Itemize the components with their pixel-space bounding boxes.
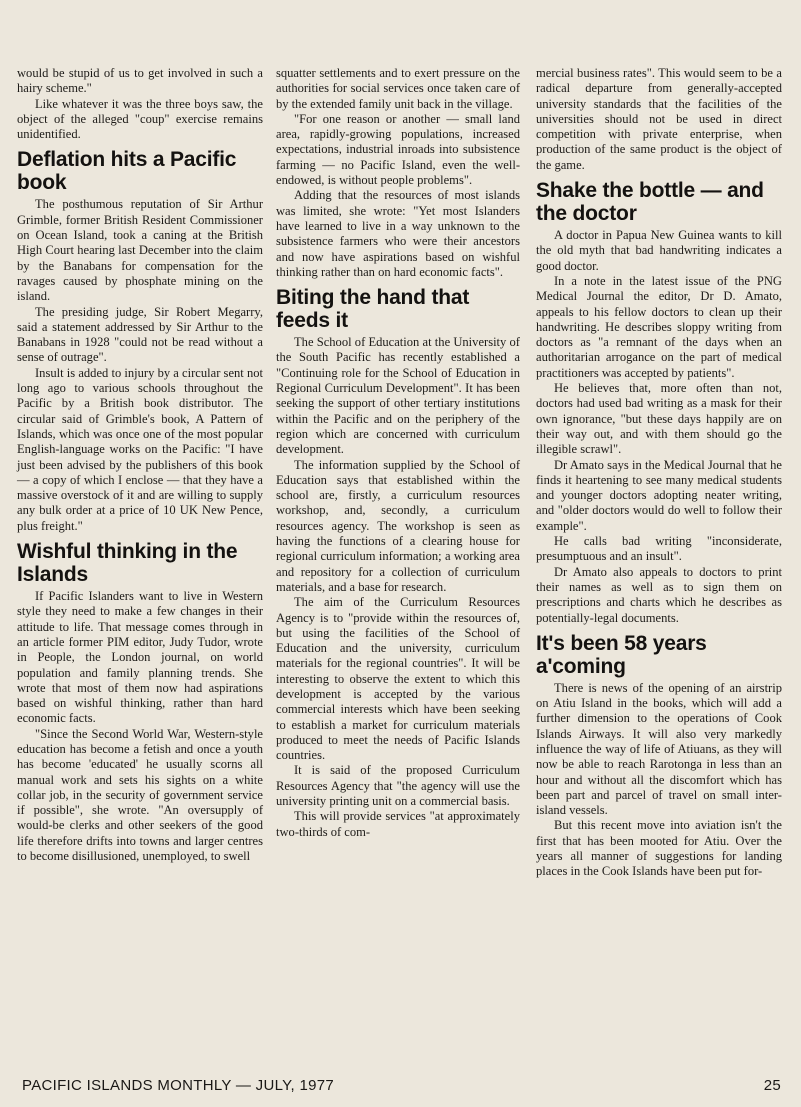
article-paragraph: But this recent move into aviation isn't the first that has been mooted for Atiu. Over the years all manner of suggestions for landing places in the Cook Islands have been put for- (536, 818, 782, 879)
article-headline: It's been 58 years a'coming (536, 631, 707, 678)
article-paragraph: A doctor in Papua New Guinea wants to kill the old myth that bad handwriting indicates a good doctor. (536, 228, 782, 273)
article-paragraph: The aim of the Curriculum Resources Agency is to "provide within the resources of, but using the facilities of the School of Education and the university, curriculum materials for the regional countries". It will be interesting to observe the extent to which this development is accepted by the various commercial interests which have been seeking to establish a market for curriculum materials produced to meet the needs of Pacific Islands countries. (276, 595, 520, 763)
column-3 (536, 66, 782, 880)
article-paragraph: There is news of the opening of an airstrip on Atiu Island in the books, which will add a further dimension to the operations of Cook Islands Airways. It will also very markedly influence the way of life of Atiuans, as they will now be able to reach Rarotonga in less than an hour and without all the discomfort which has been part and parcel of travel on small inter-island vessels. (536, 680, 782, 818)
article-paragraph: "Since the Second World War, Western-style education has become a fetish and once a youth has become 'educated' he usually scorns all manual work and sets his sights on a white collar job, in the security of government service if possible", she wrote. "An oversupply of would-be clerks and other seekers of the good life therefore drifts into towns and larger centres to become disillusioned, unemployed, to swell (17, 726, 263, 864)
footer-masthead: PACIFIC ISLANDS MONTHLY — JULY, 1977 (22, 1077, 335, 1094)
article-paragraph: would be stupid of us to get involved in such a hairy scheme." (17, 66, 263, 96)
article-paragraph: mercial business rates". This would seem to be a radical departure from generally-accepted university standards that the facilities of the universities should not be used in direct competition with private enterprise, when production of the same product is the object of the game. (536, 66, 782, 172)
article-paragraph: Dr Amato says in the Medical Journal that he finds it heartening to see many medical students and younger doctors adopting neater writing, and "older doctors would do well to follow their example". (536, 457, 782, 533)
article-paragraph: This will provide services "at approximately two-thirds of com- (276, 809, 520, 839)
article-paragraph: "For one reason or another — small land area, rapidly-growing populations, increased expectations, industrial inroads into subsistence farming — no Pacific Island, even the well-endowed, is without people problems". (276, 111, 520, 188)
article-paragraph: Insult is added to injury by a circular sent not long ago to various schools throughout the Pacific by a British book distributor. The circular said of Grimble's book, A Pattern of Islands, which was once one of the most popular English-language works on the Pacific: "I have just been advised by the publishers of this book — a copy of which I enclose — that they have a massive overstock of it and are willing to supply any bulk order at a price of 10 UK New Pence, plus freight." (17, 365, 263, 533)
article-paragraph: He believes that, more often than not, doctors had used bad writing as a mask for their own ignorance, "but these days happily are on their way out, and with them should go the illegible scrawl". (536, 381, 782, 457)
article-paragraph: The information supplied by the School of Education says that established within the school are, firstly, a curriculum resources workshop, and, secondly, a curriculum resources agency. The workshop is seen as having the functions of a clearing house for regional curriculum information; a working area and repository for a collection of curriculum materials, and a base for research. (276, 457, 520, 594)
article-headline: Biting the hand that feeds it (276, 286, 470, 333)
article-paragraph: In a note in the latest issue of the PNG Medical Journal the editor, Dr D. Amato, appeals to his fellow doctors to clean up their handwriting. He describes sloppy writing from doctors as "a remnant of the days when an authoritarian arrogance on the part of medical practitioners was accepted by patients". (536, 273, 782, 380)
article-paragraph: Dr Amato also appeals to doctors to print their names as well as to sign them on prescriptions and charts which he describes as potentially-legal documents. (536, 564, 782, 625)
article-paragraph: It is said of the proposed Curriculum Resources Agency that "the agency will use the university printing unit on a commercial basis. (276, 763, 520, 809)
article-paragraph: Adding that the resources of most islands was limited, she wrote: "Yet most Islanders have learned to live in a way unknown to the subsistence farmers who were their ancestors and now have aspirations based on wishful thinking rather than on hard economic facts". (276, 188, 520, 279)
article-paragraph: The presiding judge, Sir Robert Megarry, said a statement addressed by Sir Arthur to the Banabans in 1928 "could not be read without a sense of outrage". (17, 304, 263, 365)
article-paragraph: The posthumous reputation of Sir Arthur Grimble, former British Resident Commissioner on Ocean Island, took a caning at the British High Court hearing last December into the claim by the Banabans for compensation for the ravages caused by phosphate mining on the island. (17, 197, 263, 304)
article-headline: Deflation hits a Pacific book (17, 148, 237, 195)
article-paragraph: He calls bad writing "inconsiderate, presumptuous and an insult". (536, 534, 782, 564)
article-paragraph: The School of Education at the University of the South Pacific has recently established a "Continuing role for the School of Education in Regional Curriculum Development". It has been seeking the support of other tertiary institutions within the Pacific and on the periphery of the region which are concerned with curriculum development. (276, 335, 520, 457)
article-paragraph: squatter settlements and to exert pressure on the authorities for social services once taken care of by the extended family unit back in the village. (276, 66, 520, 111)
article-paragraph: If Pacific Islanders want to live in Western style they need to make a few changes in their attitude to life. That message comes through in an article former PIM editor, Judy Tudor, wrote in People, the London journal, on world population and family planning trends. She wrote that most of them now had aspirations based on wishful thinking, rather than hard economic facts. (17, 589, 263, 726)
article-headline: Wishful thinking in the Islands (17, 540, 238, 587)
page-number: 25 (763, 1077, 781, 1094)
article-paragraph: Like whatever it was the three boys saw, the object of the alleged "coup" exercise remains unidentified. (17, 96, 263, 142)
column-2 (276, 66, 520, 840)
column-1 (17, 66, 263, 864)
article-headline: Shake the bottle — and the doctor (536, 179, 764, 226)
